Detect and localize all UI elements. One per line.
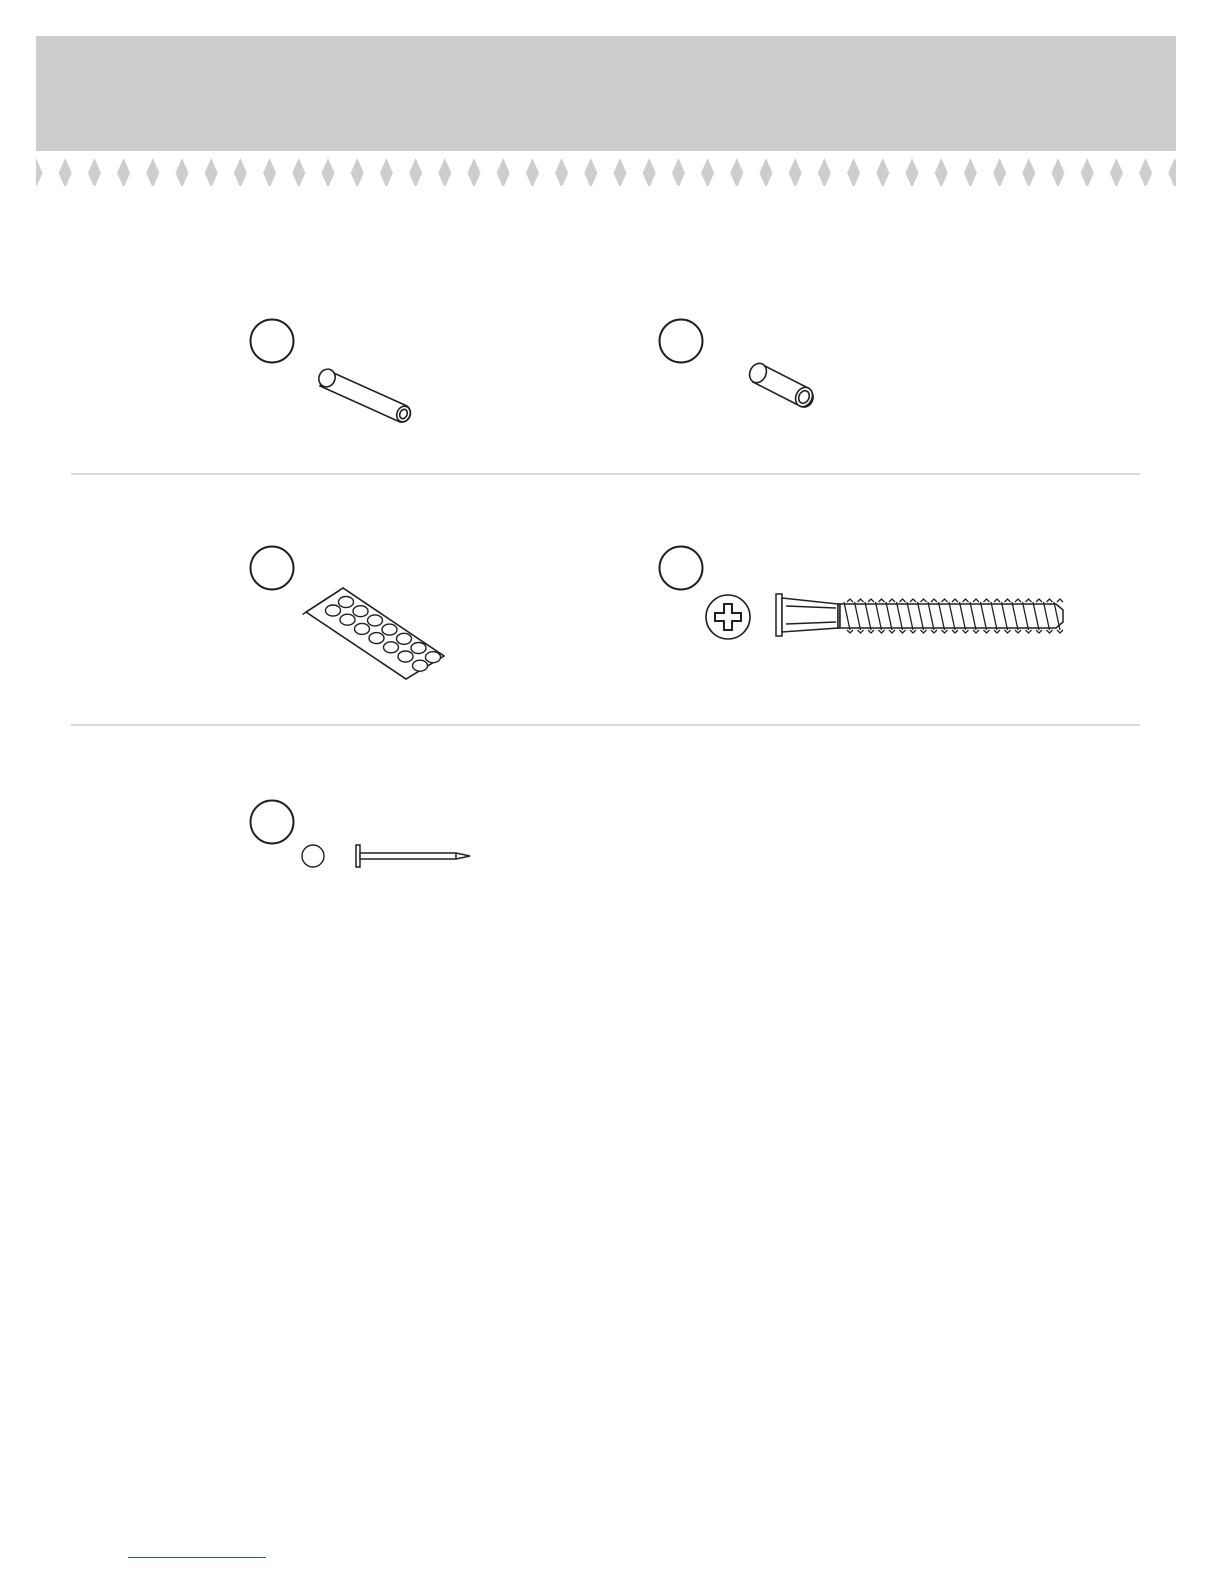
header-diamond	[730, 158, 743, 186]
part-5-callout-circle	[251, 801, 294, 844]
header-diamond	[614, 158, 627, 186]
header-diamond	[468, 158, 481, 186]
part-2-callout-circle	[660, 320, 703, 363]
header-diamond	[322, 158, 335, 186]
footer-link-underline[interactable]	[128, 1557, 266, 1558]
felt-pad-dot	[353, 606, 368, 617]
header-diamond	[117, 158, 130, 186]
header-diamond	[438, 158, 451, 186]
part-1-callout-circle	[251, 320, 294, 363]
header-diamond	[1139, 158, 1152, 186]
header-diamond	[935, 158, 948, 186]
felt-pad-dot	[368, 615, 383, 626]
header-diamond	[993, 158, 1006, 186]
phillips-head-icon	[706, 595, 750, 639]
header-diamond	[292, 158, 305, 186]
header-diamond	[789, 158, 802, 186]
header-diamond	[205, 158, 218, 186]
row-divider-2	[71, 724, 1140, 726]
header-diamond	[906, 158, 919, 186]
header-diamond	[964, 158, 977, 186]
header-diamond	[234, 158, 247, 186]
header-diamond	[847, 158, 860, 186]
header-diamond	[1052, 158, 1065, 186]
nail-icon	[356, 845, 470, 867]
header-diamond	[818, 158, 831, 186]
row-divider-1	[71, 473, 1140, 475]
part-3-felt-pads	[250, 546, 460, 686]
phillips-wood-screw-icon	[776, 594, 1063, 636]
header-diamond	[1168, 158, 1176, 186]
header-diamond	[1022, 158, 1035, 186]
cam-sleeve-icon	[746, 361, 815, 410]
header-diamond	[59, 158, 72, 186]
part-2-sleeve	[658, 318, 838, 428]
felt-pad-dot	[398, 651, 413, 662]
part-1-dowel	[250, 318, 430, 428]
felt-pad-dot	[355, 623, 370, 634]
part-3-callout-circle	[251, 547, 294, 590]
header-diamond	[701, 158, 714, 186]
felt-pad-dot	[382, 624, 397, 635]
header-diamond	[351, 158, 364, 186]
header-diamond	[497, 158, 510, 186]
header-diamond	[1110, 158, 1123, 186]
header-diamond	[409, 158, 422, 186]
header-diamond	[380, 158, 393, 186]
felt-pad-dot	[326, 605, 341, 616]
header-diamond	[584, 158, 597, 186]
nail-head-icon	[302, 845, 324, 867]
header-band	[36, 36, 1176, 186]
header-diamond	[176, 158, 189, 186]
felt-pad-dot	[426, 652, 441, 663]
header-diamond	[672, 158, 685, 186]
part-4-screw	[658, 546, 1078, 646]
felt-pad-dot	[340, 614, 355, 625]
header-diamond	[760, 158, 773, 186]
felt-pad-dot	[384, 642, 399, 653]
header-diamond	[36, 158, 43, 186]
felt-pad-dot	[339, 597, 354, 608]
part-5-nail	[250, 799, 480, 879]
dowel-pin-icon	[316, 367, 413, 424]
header-diamond	[876, 158, 889, 186]
header-diamond	[526, 158, 539, 186]
part-4-callout-circle	[660, 547, 703, 590]
felt-pads-sheet-icon	[302, 588, 444, 679]
header-diamond	[1081, 158, 1094, 186]
felt-pad-dot	[397, 633, 412, 644]
header-diamond	[555, 158, 568, 186]
header-diamond	[88, 158, 101, 186]
felt-pad-dot	[413, 660, 428, 671]
header-diamond	[146, 158, 159, 186]
header-diamond	[263, 158, 276, 186]
header-diamond	[643, 158, 656, 186]
felt-pad-dot	[369, 633, 384, 644]
felt-pad-dot	[411, 643, 426, 654]
